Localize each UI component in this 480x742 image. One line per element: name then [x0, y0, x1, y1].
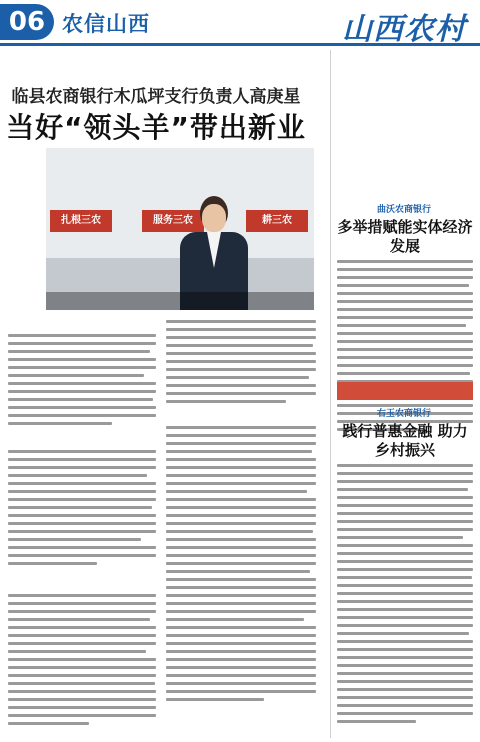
feature-body-col-1c [8, 594, 156, 730]
newspaper-masthead: 山西农村 [342, 12, 466, 47]
right-bottom-pretitle: 右玉农商银行 [376, 409, 431, 419]
photo-sign-2: 服务三农 [142, 210, 204, 232]
page-header [0, 0, 480, 46]
right-section-divider [337, 382, 473, 400]
page-number: 06 [0, 4, 54, 40]
photo-sign-3: 耕三农 [246, 210, 308, 232]
right-column [330, 50, 476, 738]
feature-body-col-1b [8, 450, 156, 570]
right-top-pretitle: 曲沃农商银行 [376, 205, 431, 215]
right-bottom-title: 践行普惠金融 助力乡村振兴 [342, 422, 468, 459]
right-bottom-body [337, 464, 473, 728]
photo-caption-bar [46, 292, 314, 310]
feature-title: 当好“领头羊”带出新业 [6, 111, 306, 144]
feature-body-col-2 [166, 320, 316, 408]
section-name: 农信山西 [62, 11, 150, 36]
photo-sign-1: 扎根三农 [50, 210, 112, 232]
right-top-title: 多举措赋能实体经济发展 [337, 218, 473, 255]
feature-subtitle: 临县农商银行木瓜坪支行负责人高庚星 [11, 87, 301, 107]
person-face [202, 204, 226, 232]
feature-photo [46, 148, 314, 310]
feature-body-col-1 [8, 334, 156, 430]
feature-body-col-2b [166, 426, 316, 706]
